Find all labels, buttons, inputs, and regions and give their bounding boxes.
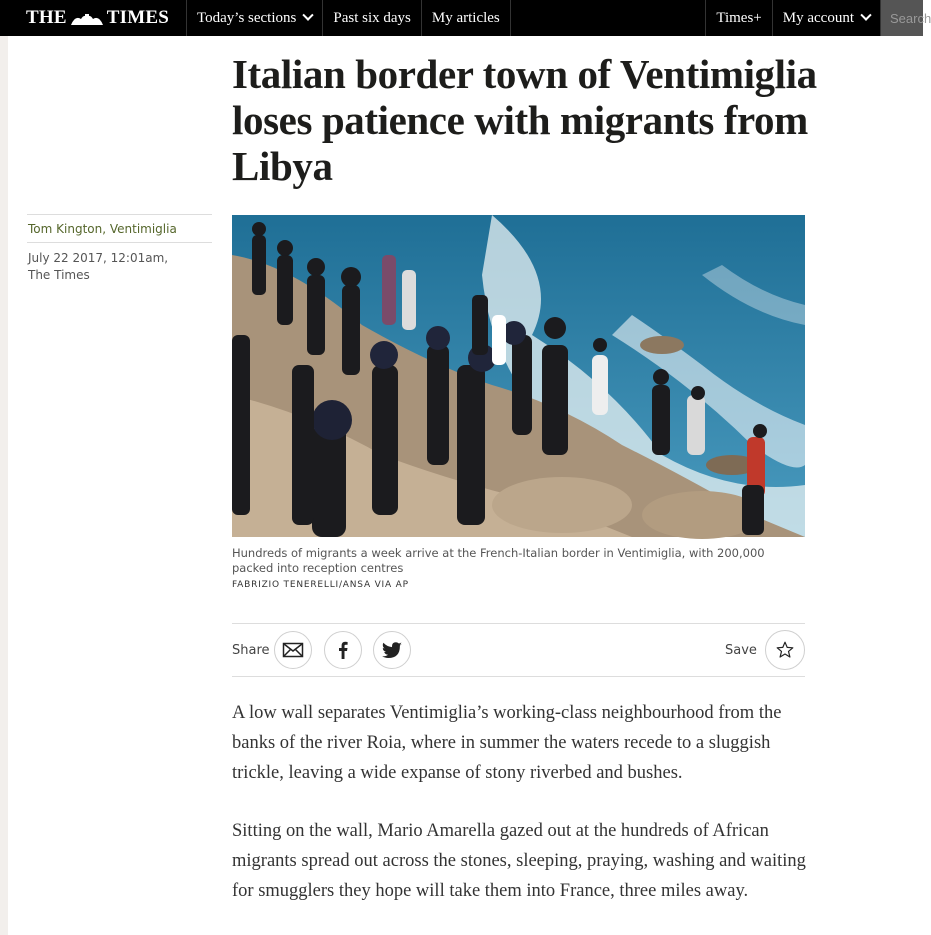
- share-bar-bottom-rule: [232, 676, 805, 677]
- byline-divider: [27, 214, 212, 215]
- twitter-icon: [382, 642, 402, 658]
- article-headline: Italian border town of Ventimiglia loses patience with migrants from Libya: [232, 51, 817, 189]
- brand-times: TIMES: [106, 7, 169, 28]
- nav-my-articles-label: My articles: [431, 9, 500, 26]
- top-navigation: [0, 0, 931, 36]
- photo-credit: FABRIZIO TENERELLI/ANSA VIA AP: [232, 580, 409, 590]
- nav-my-account-label: My account: [782, 9, 854, 26]
- share-email-button[interactable]: [274, 631, 312, 669]
- byline-divider: [27, 242, 212, 243]
- nav-times-plus[interactable]: [706, 0, 772, 36]
- byline-date: [28, 250, 178, 284]
- byline-author[interactable]: Tom Kington, Ventimiglia: [28, 222, 177, 236]
- lead-photo[interactable]: [232, 215, 805, 537]
- star-icon: [776, 641, 794, 659]
- chevron-down-icon: [860, 10, 871, 21]
- article-paragraph: Sitting on the wall, Mario Amarella gazed out at the hundreds of African migrants spread out across the stones, sleeping, praying, washing and waiting for smugglers they hope will take them into France, three miles away.: [232, 821, 806, 901]
- nav-times-plus-label: Times+: [716, 9, 762, 26]
- search-placeholder: Search: [890, 10, 931, 26]
- share-facebook-button[interactable]: [324, 631, 362, 669]
- article-paragraph: A low wall separates Ventimiglia’s working-class neighbourhood from the banks of the river Roia, where in summer the waters recede to a sluggish trickle, leaving a wide expanse of stony riverbed and bushes.: [232, 703, 782, 783]
- nav-todays-sections[interactable]: [187, 0, 323, 36]
- nav-past-six-days[interactable]: [323, 0, 422, 36]
- nav-spacer: [511, 0, 707, 36]
- left-gutter: [0, 36, 8, 935]
- save-label: Save: [725, 643, 757, 658]
- nav-my-articles[interactable]: [422, 0, 511, 36]
- photo-caption: Hundreds of migrants a week arrive at the French-Italian border in Ventimiglia, with 200,000 packed into reception centres: [232, 546, 765, 575]
- facebook-icon: [338, 641, 348, 659]
- nav-past-six-days-label: Past six days: [333, 9, 411, 26]
- nav-my-account[interactable]: [773, 0, 881, 36]
- crest-icon: [69, 11, 105, 25]
- search-input[interactable]: [881, 0, 931, 36]
- save-article-button[interactable]: [765, 630, 805, 670]
- share-bar-top-rule: [232, 623, 805, 624]
- times-logo[interactable]: [0, 0, 187, 36]
- share-label: Share: [232, 643, 270, 658]
- byline-date-text: July 22 2017, 12:01am,: [28, 251, 169, 265]
- nav-todays-sections-label: Today’s sections: [197, 9, 297, 26]
- share-twitter-button[interactable]: [373, 631, 411, 669]
- envelope-icon: [283, 643, 303, 657]
- brand-the: THE: [26, 7, 67, 28]
- byline-publication: The Times: [28, 268, 90, 282]
- chevron-down-icon: [303, 10, 314, 21]
